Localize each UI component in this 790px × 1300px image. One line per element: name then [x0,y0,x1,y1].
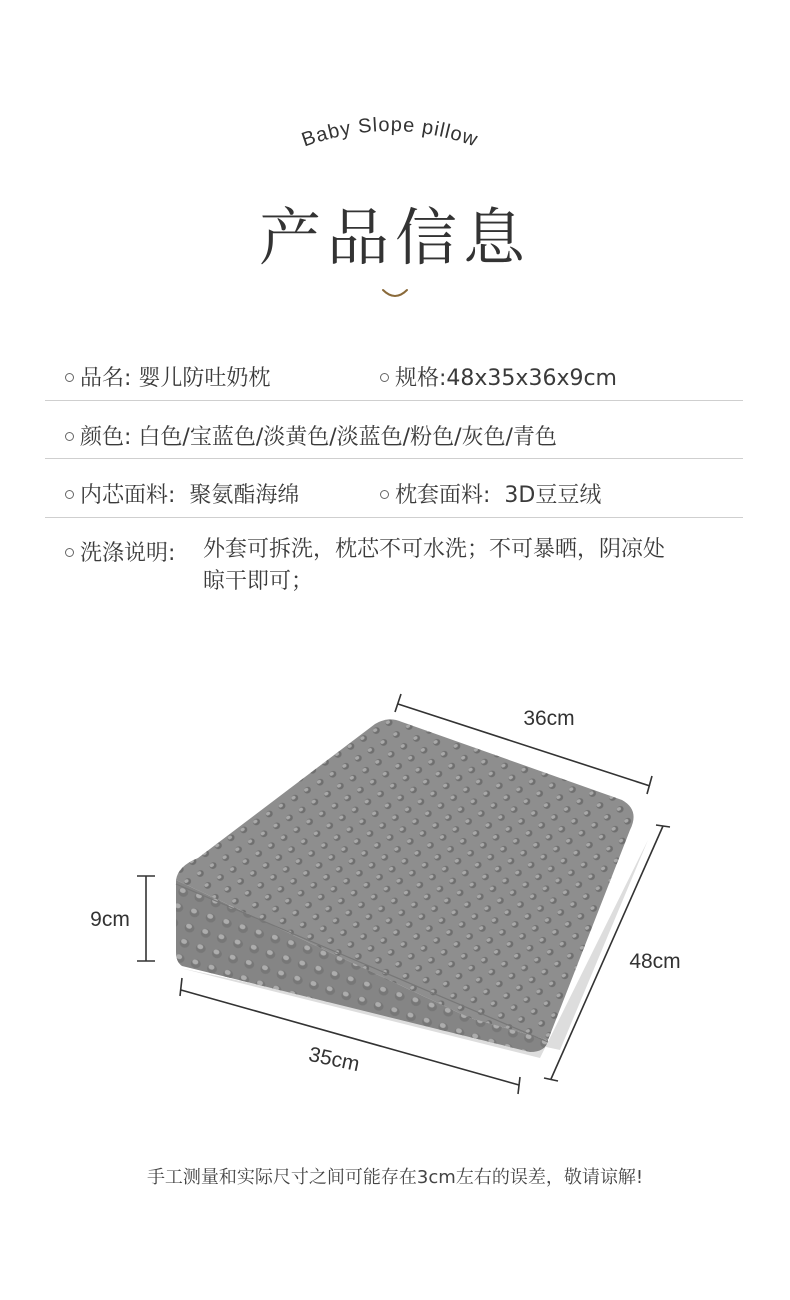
spec-core [65,478,299,509]
bullet-icon [380,373,389,382]
footer-note: 手工测量和实际尺寸之间可能存在3cm左右的误差，敬请谅解! [146,1167,644,1188]
size-value: 48x35x36x9cm [446,366,617,391]
cover-value: 3D豆豆绒 [504,483,602,508]
wash-line-1: 外套可拆洗，枕芯不可水洗；不可暴晒，阴凉处 [203,537,666,562]
pillow-diagram [0,660,790,1120]
pillow-image [176,719,648,1058]
wash-label: 洗涤说明: [80,541,176,566]
spec-size [380,361,617,392]
wash-line-2: 晾干即可； [203,569,314,594]
spec-cover [380,478,601,509]
bullet-icon [65,432,74,441]
dimension-left: 9cm [90,908,130,931]
smile-decoration [380,286,410,302]
spec-row-materials [45,458,743,518]
subtitle [0,108,790,158]
svg-text:Baby Slope pillow [299,114,481,151]
core-value: 聚氨酯海绵 [189,483,300,508]
spec-color [65,420,557,451]
cover-label: 枕套面料: [395,483,491,508]
bullet-icon [65,548,74,557]
spec-row-name-size [45,345,743,401]
spec-row-color [45,400,743,459]
name-label: 品名: [80,366,132,391]
page-title: 产品信息 [258,201,531,274]
spec-wash [65,536,175,567]
subtitle-text: Baby Slope pillow [298,113,481,152]
dimension-top: 36cm [523,707,575,730]
bullet-icon [65,490,74,499]
dimension-right: 48cm [629,950,681,973]
name-value: 婴儿防吐奶枕 [138,366,271,391]
color-value: 白色/宝蓝色/淡黄色/淡蓝色/粉色/灰色/青色 [138,425,557,450]
core-label: 内芯面料: [80,483,176,508]
size-label: 规格: [395,366,447,391]
dimension-bottom: 35cm [306,1042,362,1077]
bullet-icon [65,373,74,382]
color-label: 颜色: [80,425,132,450]
spec-name [65,361,270,392]
wash-text [203,534,665,598]
bullet-icon [380,490,389,499]
